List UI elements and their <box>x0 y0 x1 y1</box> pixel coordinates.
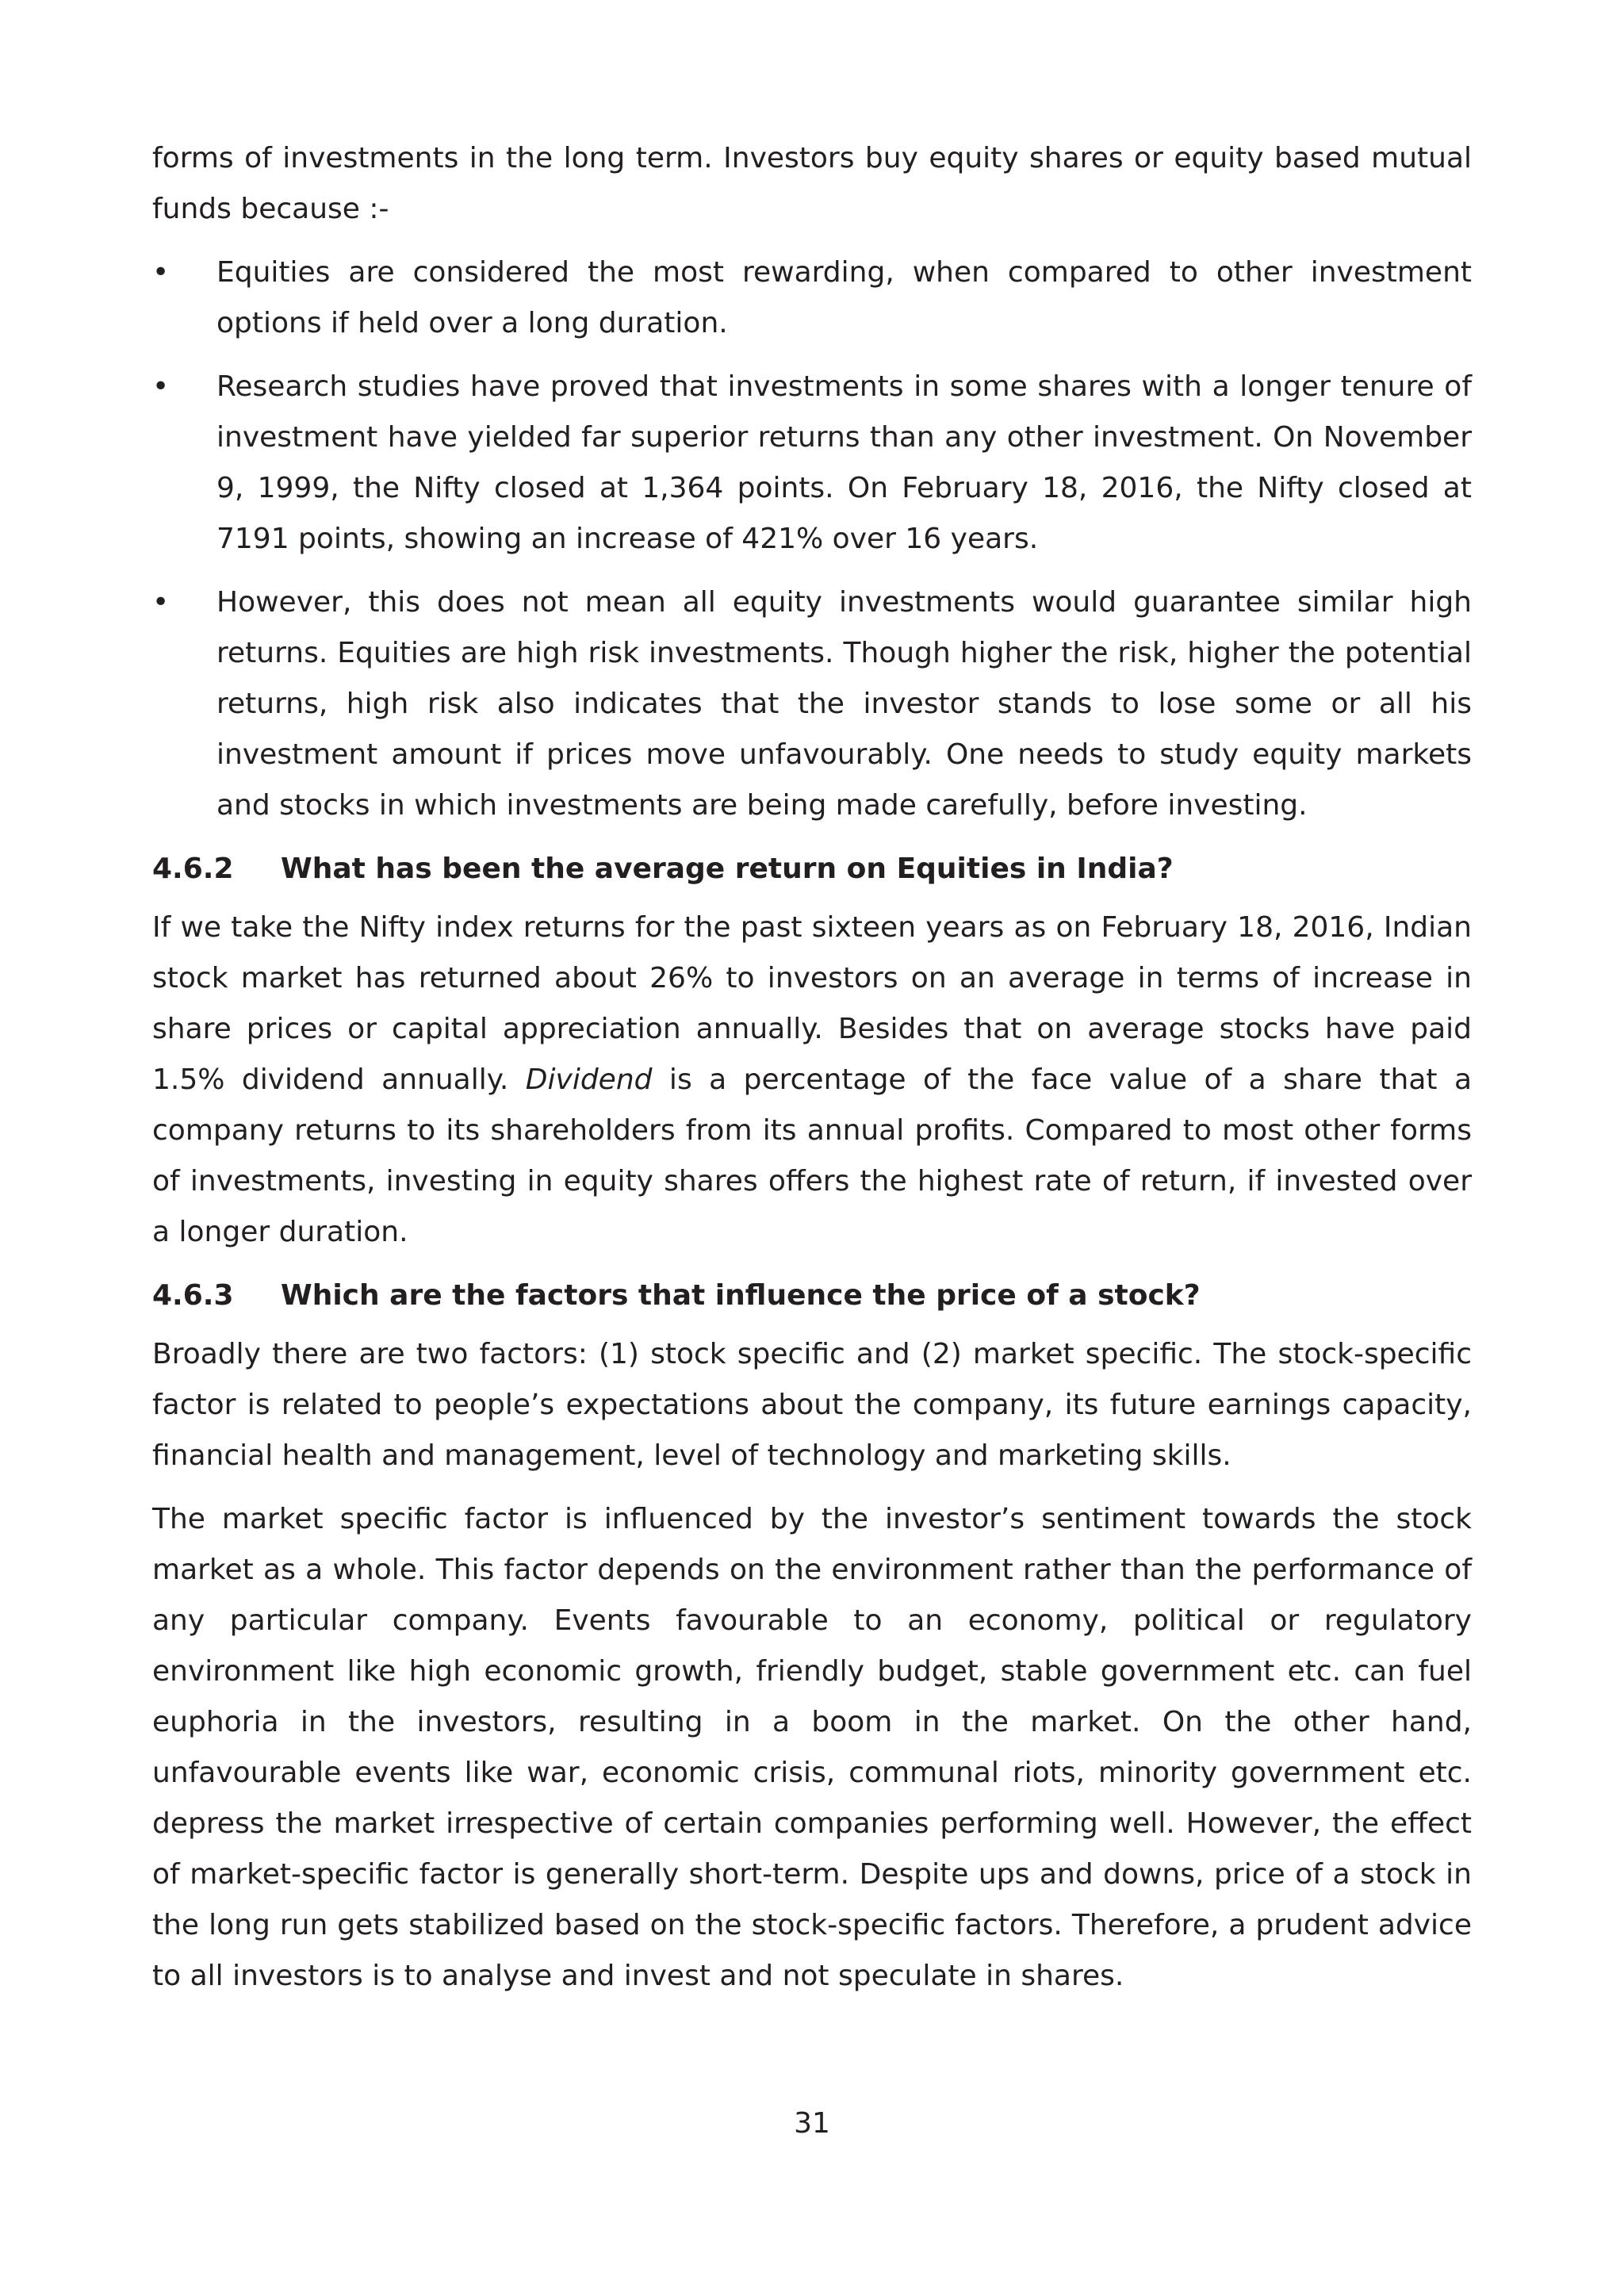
list-item-text: Research studies have proved that investments in some shares with a longer tenure of investment have yielded far superior returns than any other investment. On November 9, 1999, the Nifty closed at 1,364 points. On February 18, 2016, the Nifty closed at 7191 points, showing an increase of 421% over 16 years. <box>216 370 1472 555</box>
list-item <box>152 577 1472 831</box>
section-number: 4.6.2 <box>152 853 234 885</box>
paragraph-text: is a percentage of the face value of a share that a company returns to its shareholders from its annual profits. Compared to most other forms of investments, investing in equity shares offers the highest rate of return, if invested over a longer duration. <box>152 1063 1473 1248</box>
bullet-icon: • <box>152 586 170 619</box>
section-heading-4-6-3 <box>152 1270 1472 1321</box>
page-content <box>152 133 1472 2014</box>
section-title: Which are the factors that influence the price of a stock? <box>281 1279 1201 1312</box>
factors-paragraph: Broadly there are two factors: (1) stock specific and (2) market specific. The stock-specific factor is related to people’s expectations about the company, its future earnings capacity, financial health and management, level of technology and marketing skills. <box>152 1338 1472 1472</box>
intro-paragraph: forms of investments in the long term. Investors buy equity shares or equity based mutual funds because :- <box>152 142 1472 225</box>
list-item <box>152 362 1472 565</box>
section-heading-4-6-2 <box>152 844 1472 895</box>
section-title: What has been the average return on Equities in India? <box>281 853 1174 885</box>
reasons-list <box>152 247 1472 831</box>
list-item <box>152 247 1472 349</box>
page-number: 31 <box>794 2107 830 2140</box>
dividend-term: Dividend <box>525 1063 653 1096</box>
market-factor-paragraph: The market specific factor is influenced by the investor’s sentiment towards the stock market as a whole. This factor depends on the environment rather than the performance of any particular company. Events favourable to an economy, political or regulatory environment like high economic growth, friendly budget, stable government etc. can fuel euphoria in the investors, resulting in a boom in the market. On the other hand, unfavourable events like war, economic crisis, communal riots, minority government etc. depress the market irrespective of certain companies performing well. However, the effect of market-specific factor is generally short-term. Despite ups and downs, price of a stock in the long run gets stabilized based on the stock-specific factors. Therefore, a prudent advice to all investors is to analyse and invest and not speculate in shares. <box>152 1503 1472 1992</box>
bullet-icon: • <box>152 370 170 403</box>
paragraph-text: If we take the Nifty index returns for the past sixteen years as on February 18, 2016, Indian stock market has returned about 26% to investors on an average in terms of increase in share prices or capital appreciation annually. Besides that on average stocks have paid 1.5% dividend annually. <box>152 911 1472 1096</box>
bullet-icon: • <box>152 256 170 289</box>
section-number: 4.6.3 <box>152 1279 234 1312</box>
list-item-text: However, this does not mean all equity investments would guarantee similar high returns. Equities are high risk investments. Though higher the risk, higher the potential returns, high risk also indicates that the investor stands to lose some or all his investment amount if prices move unfavourably. One needs to study equity markets and stocks in which investments are being made carefully, before investing. <box>216 586 1472 822</box>
average-return-paragraph <box>152 902 1472 1258</box>
list-item-text: Equities are considered the most rewarding, when compared to other investment options if held over a long duration. <box>216 256 1472 339</box>
